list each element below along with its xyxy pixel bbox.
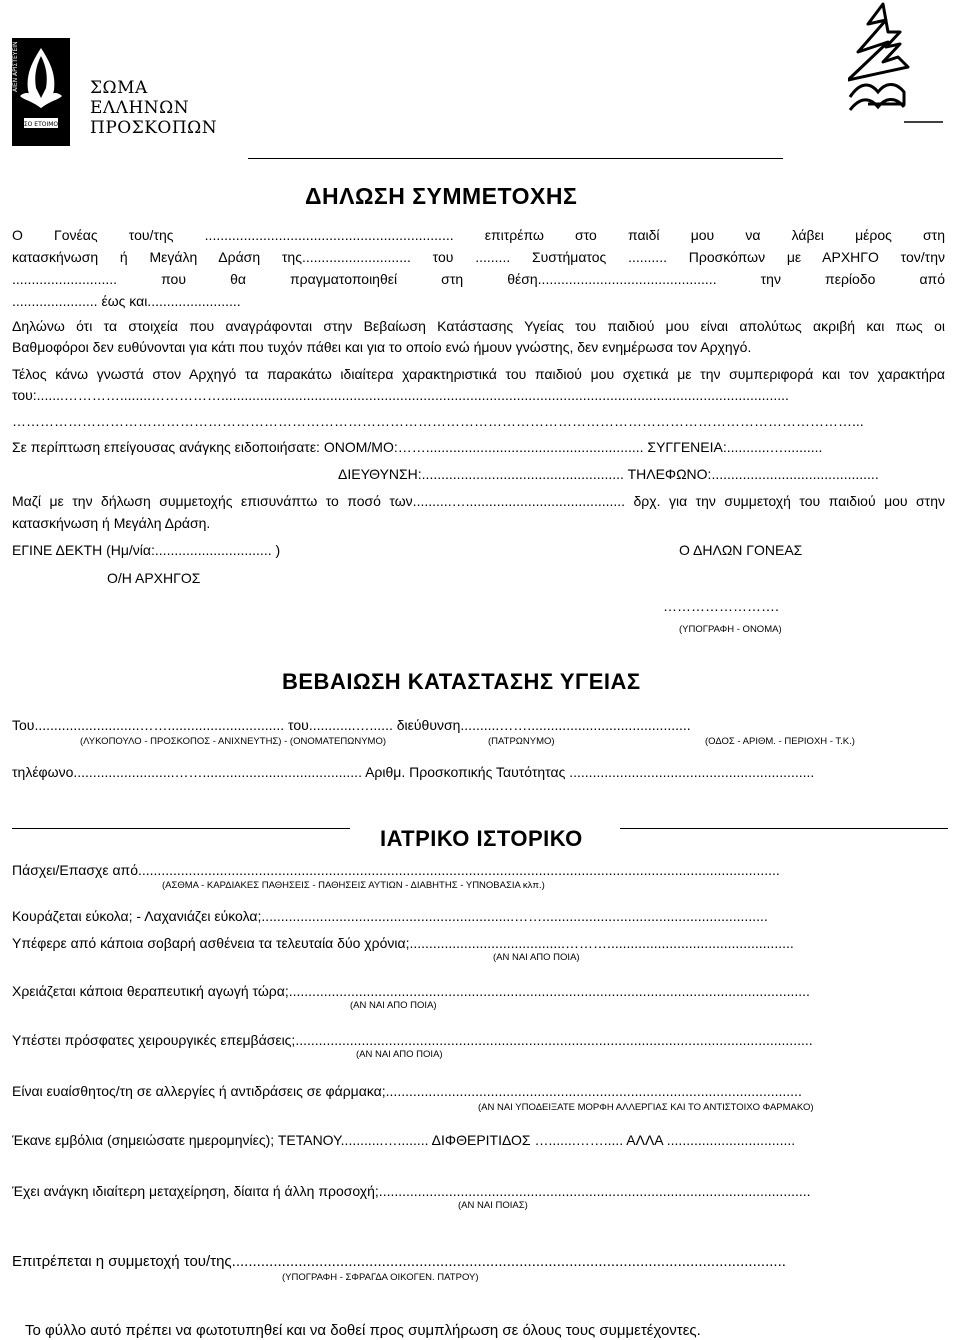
leader-label: Ο/Η ΑΡΧΗΓΟΣ [107, 570, 201, 586]
signature-caption: (ΥΠΟΓΡΑΦΗ - ΣΦΡΑΓΔΑ ΟΙΚΟΓΕΝ. ΠΑΤΡΟΥ) [282, 1272, 479, 1283]
history-title: ΙΑΤΡΙΚΟ ΙΣΤΟΡΙΚΟ [380, 826, 583, 851]
phone-id-field[interactable]: τηλέφωνο..........................……......................................... Αριθμ. Προσκοπικής Ταυτότητας ............................................................... [12, 764, 815, 780]
declaration-text: Ο Γονέας του/της ................................................................ επιτρέπω στο παιδί μου να λάβει μέρος στη [12, 227, 945, 243]
tree-logo [848, 2, 948, 127]
allergy-field[interactable]: Είναι ευαίσθητος/τη σε αλλεργίες ή αντιδράσεις σε φάρμακα;........................................................................................................... [12, 1083, 802, 1099]
health-caption: (ΛΥΚΟΠΟΥΛΟ - ΠΡΟΣΚΟΠΟΣ - ΑΝΙΧΝΕΥΤΗΣ) - (ΟΝΟΜΑΤΕΠΩΝΥΜΟ) [80, 736, 387, 747]
declaration-text: ...................... έως και........................ [12, 293, 241, 309]
question-caption: (ΑΝ ΝΑΙ ΥΠΟΔΕΙΞΑΤΕ ΜΟΡΦΗ ΑΛΛΕΡΓΙΑΣ ΚΑΙ ΤΟ ΑΝΤΙΣΤΟΙΧΟ ΦΑΡΜΑΚΟ) [478, 1102, 814, 1113]
declaration-text: Τέλος κάνω γνωστά στον Αρχηγό τα παρακάτω ιδιαίτερα χαρακτηριστικά του παιδιού μου σχετικά με την συμπεριφορά και τον χαρακτήρα [12, 366, 945, 382]
address-phone-field[interactable]: ΔΙΕΥΘΥΝΣΗ:.................................................... ΤΗΛΕΦΩΝΟ:........................................... [338, 466, 879, 482]
emergency-contact-field[interactable]: Σε περίπτωση επείγουσας ανάγκης ειδοποιήσατε: ΟΝΟΜ/ΜΟ:……........................................................ ΣΥΓΓΕΝΕΙΑ:...........….......... [12, 439, 823, 455]
character-field[interactable]: του:.......…………........…………….................................................................................................................................................. [12, 387, 789, 403]
section-rule [620, 828, 948, 829]
declaration-text: Δηλώνω ότι τα στοιχεία που αναγράφονται στην Βεβαίωση Κατάστασης Υγείας του παιδιού μου είναι απολύτως ακριβή και πως οι [12, 318, 945, 334]
logo-motto-arc: ΑΙΕΝ ΑΡΙΣΤΕΥΕΙΝ [12, 41, 19, 92]
tree-icon [848, 2, 948, 127]
health-title: ΒΕΒΑΙΩΣΗ ΚΑΤΑΣΤΑΣΗΣ ΥΓΕΙΑΣ [282, 669, 641, 694]
signature-caption: (ΥΠΟΓΡΑΦΗ - ΟΝΟΜΑ) [679, 624, 782, 635]
question-caption: (ΑΝ ΝΑΙ ΑΠΟ ΠΟΙΑ) [350, 1000, 437, 1011]
logo-motto-ribbon: ΕΣΟ ΕΤΟΙΜΟΣ [20, 121, 62, 128]
question-caption: (ΑΝ ΝΑΙ ΑΠΟ ΠΟΙΑ) [493, 952, 580, 963]
question-caption: (ΑΝ ΝΑΙ ΠΟΙΑΣ) [458, 1200, 528, 1211]
vaccines-field[interactable]: Έκανε εμβόλια (σημειώσατε ημερομηνίες); ΤΕΤΑΝΟΥ...........…........ ΔΙΦΘΕΡΙΤΙΔΟΣ ….......……..... ΑΛΛΑ ................................. [12, 1132, 796, 1148]
surgery-field[interactable]: Υπέστει πρόσφατες χειρουργικές επεμβάσεις;..................................................................................................................................... [12, 1032, 813, 1048]
illness-field[interactable]: Πάσχει/Επασχε από..................................................................................................................................................................... [12, 862, 780, 878]
character-field[interactable]: ………………………………………………………………………………………………………………………………………………………………... [12, 413, 864, 429]
org-name-line: ΣΩΜΑ [90, 78, 148, 98]
special-care-field[interactable]: Έχει ανάγκη ιδιαίτερη μεταχείρηση, δίαιτα ή άλλη προσοχή;............................................................................................................... [12, 1183, 811, 1199]
declaration-text: ........................... που θα πραγματοποιηθεί στη θέση.............................................. την περίοδο από [12, 271, 945, 287]
serious-illness-field[interactable]: Υπέφερε από κάποια σοβαρή ασθένεια τα τελευταία δύο χρόνια;........................................………................................................ [12, 935, 794, 951]
health-caption: (ΠΑΤΡΩΝΥΜΟ) [488, 736, 555, 747]
section-rule [12, 828, 350, 829]
question-caption: (ΑΝ ΝΑΙ ΑΠΟ ΠΟΙΑ) [356, 1049, 443, 1060]
accepted-date-field[interactable]: ΕΓΙΝΕ ΔΕΚΤΗ (Ημ/νία:.............................. ) [12, 542, 281, 558]
scouts-logo [12, 38, 218, 146]
declaration-text: κατασκήνωση ή Μεγάλη Δράση της............................ του ......... Συστήματος .......... Προσκόπων με ΑΡΧΗΓΟ τον/την [12, 249, 945, 265]
declarant-label: Ο ΔΗΛΩΝ ΓΟΝΕΑΣ [679, 542, 803, 558]
declaration-title: ΔΗΛΩΣΗ ΣΥΜΜΕΤΟΧΗΣ [305, 183, 578, 209]
org-name-line: ΠΡΟΣΚΟΠΩΝ [90, 118, 218, 138]
payment-field[interactable]: Μαζί με την δήλωση συμμετοχής επισυνάπτω το ποσό των..........…......................................... δρχ. για την συμμετοχή του παιδιού μου στην [12, 493, 945, 509]
signature-field[interactable]: ……………………. [663, 598, 779, 614]
health-caption: (ΟΔΟΣ - ΑΡΙΘΜ. - ΠΕΡΙΟΧΗ - Τ.Κ.) [705, 736, 855, 747]
fatigue-field[interactable]: Κουράζεται εύκολα; - Λαχανιάζει εύκολα;.................................................................…….......................................................... [12, 908, 768, 924]
payment-text: κατασκήνωση ή Μεγάλη Δράση. [12, 515, 211, 531]
health-name-field[interactable]: Του...........................…….............................. του............…...... διεύθυνση..........…….......................................... [12, 717, 691, 733]
treatment-field[interactable]: Χρειάζεται κάποια θεραπευτική αγωγή τώρα;...................................................................................................................................... [12, 983, 810, 999]
footer-note: Το φύλλο αυτό πρέπει να φωτοτυπηθεί και να δοθεί προς συμπλήρωση σε όλους τους συμμετέχοντες. [25, 1322, 701, 1339]
header-rule [248, 158, 783, 159]
declaration-text: Βαθμοφόροι δεν ευθύνονται για κάτι που τυχόν πάθει και για το οποίο ενώ ήμουν γνώστης, δεν ενημέρωσα τον Αρχηγό. [12, 339, 752, 355]
org-name-line: ΕΛΛΗΝΩΝ [90, 98, 190, 118]
permission-signature-field[interactable]: Επιτρέπεται η συμμετοχή του/της..................................................................................................................................... [12, 1253, 786, 1270]
question-caption: (ΑΣΘΜΑ - ΚΑΡΔΙΑΚΕΣ ΠΑΘΗΣΕΙΣ - ΠΑΘΗΣΕΙΣ ΑΥΤΙΩΝ - ΔΙΑΒΗΤΗΣ - ΥΠΝΟΒΑΣΙΑ κλπ.) [162, 880, 545, 891]
